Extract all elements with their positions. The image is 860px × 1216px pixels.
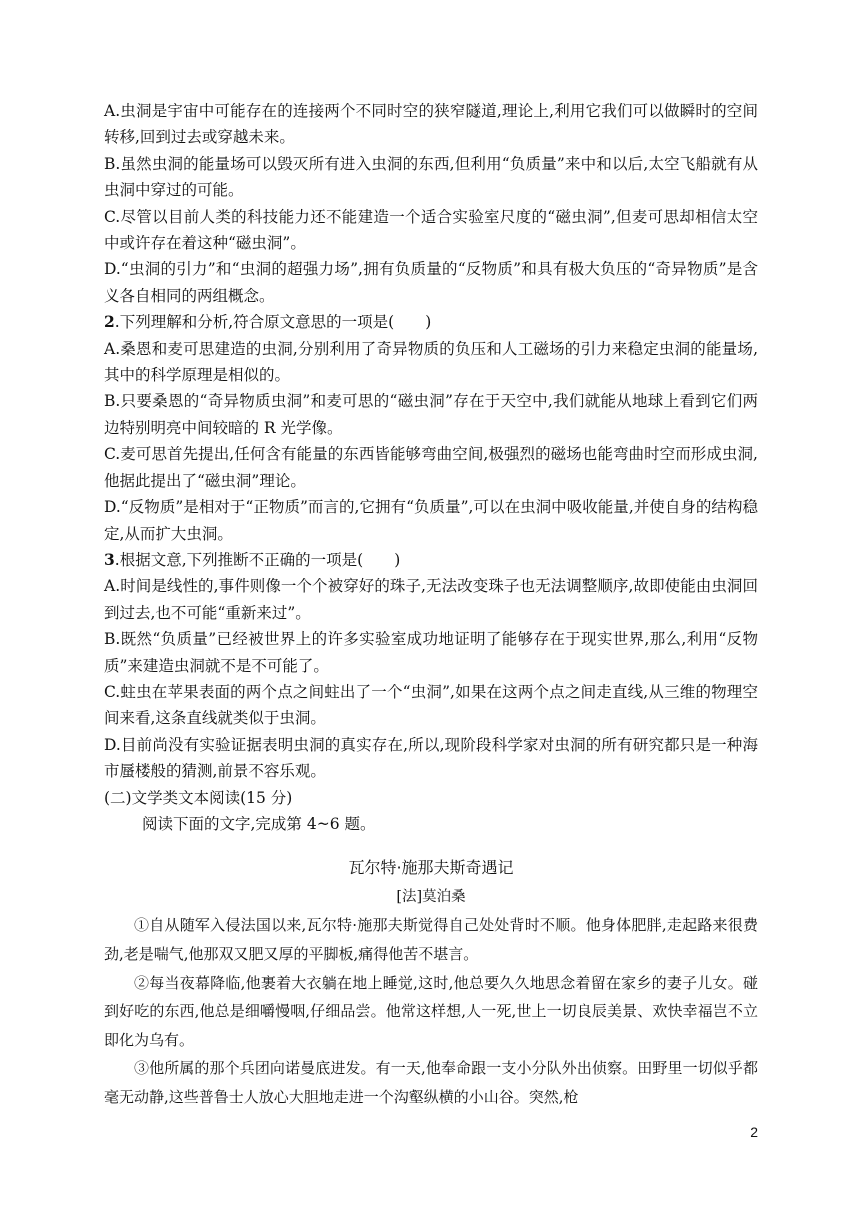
q3-option-c: C.蛀虫在苹果表面的两个点之间蛀出了一个“虫洞”,如果在这两个点之间走直线,从三维的物理空间来看,这条直线就类似于虫洞。 xyxy=(104,682,758,728)
q3-option-a: A.时间是线性的,事件则像一个个被穿好的珠子,无法改变珠子也无法调整顺序,故即使能由虫洞回到过去,也不可能“重新来过”。 xyxy=(104,577,758,622)
question-2 xyxy=(104,309,758,547)
q2-stem-text: .下列理解和分析,符合原文意思的一项是( ) xyxy=(114,313,432,332)
story-paragraph-1: ①自从随军入侵法国以来,瓦尔特·施那夫斯觉得自己处处背时不顺。他身体肥胖,走起路来很费劲,老是喘气,他那双又肥又厚的平脚板,痛得他苦不堪言。 xyxy=(104,916,758,963)
question-3 xyxy=(104,547,758,785)
q2-number: 2 xyxy=(104,312,115,332)
story-title: 瓦尔特·施那夫斯奇遇记 xyxy=(348,858,514,878)
page-content xyxy=(104,98,758,1112)
q2-stem xyxy=(104,309,758,335)
q2-option-d: D.“反物质”是相对于“正物质”而言的,它拥有“负质量”,可以在虫洞中吸收能量,并使自身的结构稳定,从而扩大虫洞。 xyxy=(104,498,758,543)
q2-option-a: A.桑恩和麦可思建造的虫洞,分别利用了奇异物质的负压和人工磁场的引力来稳定虫洞的能量场,其中的科学原理是相似的。 xyxy=(104,339,758,385)
q3-option-d: D.目前尚没有实验证据表明虫洞的真实存在,所以,现阶段科学家对虫洞的所有研究都只是一种海市蜃楼般的猜测,前景不容乐观。 xyxy=(104,735,758,781)
question-1-options xyxy=(104,98,758,309)
q1-option-b: B.虽然虫洞的能量场可以毁灭所有进入虫洞的东西,但利用“负质量”来中和以后,太空飞船就有从虫洞中穿过的可能。 xyxy=(104,154,758,200)
page-number: 2 xyxy=(750,1124,758,1140)
section-instruction: 阅读下面的文字,完成第 4~6 题。 xyxy=(142,814,376,833)
q1-option-a: A.虫洞是宇宙中可能存在的连接两个不同时空的狭窄隧道,理论上,利用它我们可以做瞬时的空间转移,回到过去或穿越未来。 xyxy=(104,102,758,147)
story-paragraph-3: ③他所属的那个兵团向诺曼底进发。有一天,他奉命跟一支小分队外出侦察。田野里一切似乎都毫无动静,这些普鲁士人放心大胆地走进一个沟壑纵横的小山谷。突然,枪 xyxy=(104,1059,758,1106)
q3-number: 3 xyxy=(104,549,115,569)
story-author: [法]莫泊桑 xyxy=(396,889,466,906)
q3-stem-text: .根据文意,下列推断不正确的一项是( ) xyxy=(114,550,401,569)
q2-option-c: C.麦可思首先提出,任何含有能量的东西皆能够弯曲空间,极强烈的磁场也能弯曲时空而形成虫洞,他据此提出了“磁虫洞”理论。 xyxy=(104,445,758,490)
q3-option-b: B.既然“负质量”已经被世界上的许多实验室成功地证明了能够存在于现实世界,那么,利用“反物质”来建造虫洞就不是不可能了。 xyxy=(104,630,758,675)
section-heading: (二)文学类文本阅读(15 分) xyxy=(104,788,293,807)
story-paragraph-2: ②每当夜幕降临,他裹着大衣躺在地上睡觉,这时,他总要久久地思念着留在家乡的妻子儿女。碰到好吃的东西,他总是细嚼慢咽,仔细品尝。他常这样想,人一死,世上一切良辰美景、欢快幸福岂不立即化为乌有。 xyxy=(104,973,758,1049)
q1-option-c: C.尽管以目前人类的科技能力还不能建造一个适合实验室尺度的“磁虫洞”,但麦可思却相信太空中或许存在着这种“磁虫洞”。 xyxy=(104,207,758,253)
q3-stem xyxy=(104,547,758,573)
story xyxy=(104,855,758,1111)
q2-option-b: B.只要桑恩的“奇异物质虫洞”和麦可思的“磁虫洞”存在于天空中,我们就能从地球上看到它们两边特别明亮中间较暗的 R 光学像。 xyxy=(104,392,758,437)
q1-option-d: D.“虫洞的引力”和“虫洞的超强力场”,拥有负质量的“反物质”和具有极大负压的“奇异物质”是含义各自相同的两组概念。 xyxy=(104,260,758,305)
